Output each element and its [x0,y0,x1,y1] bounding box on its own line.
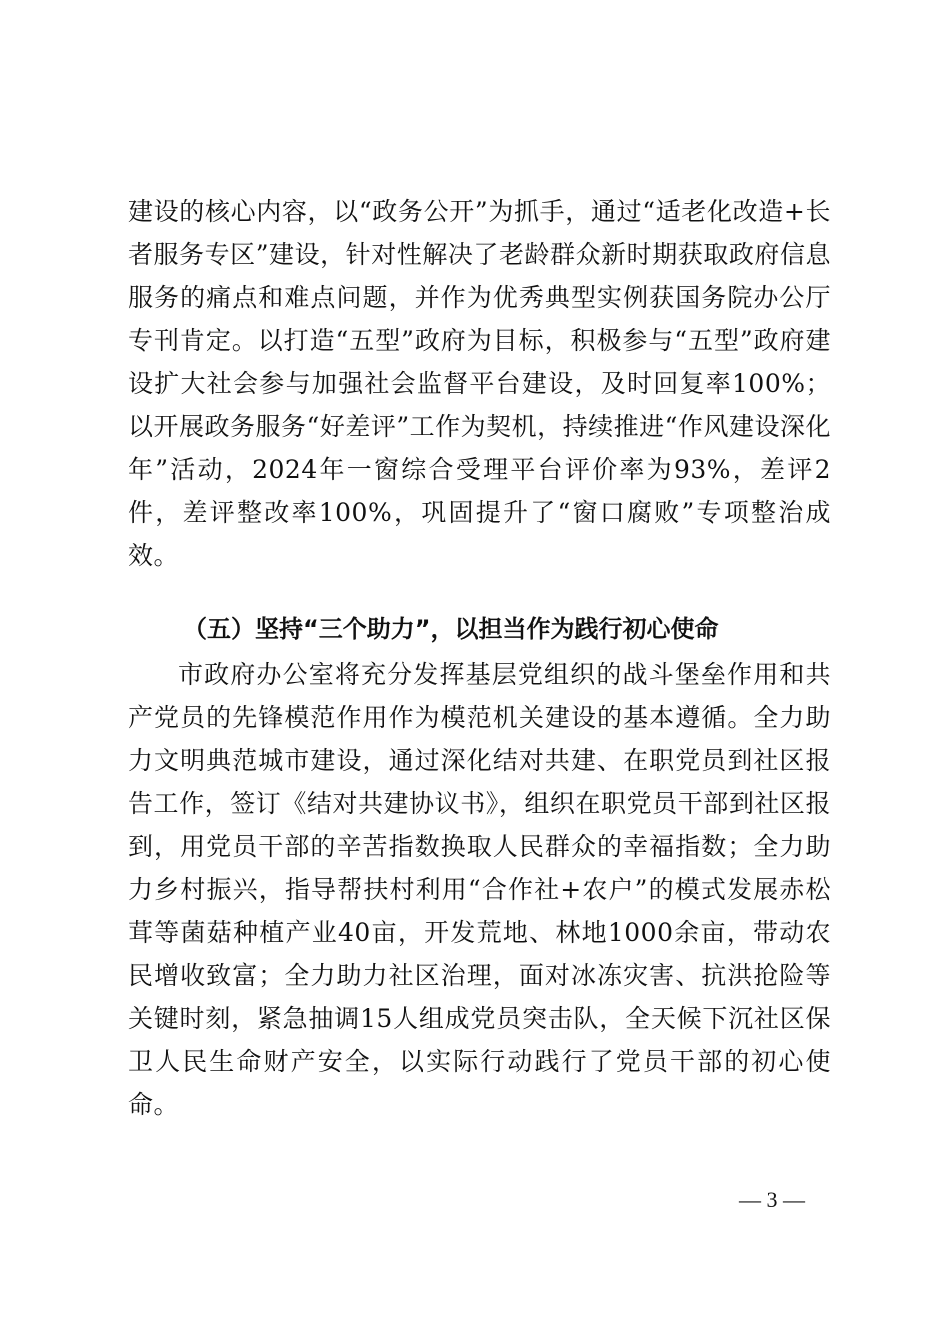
body-paragraph-1: 建设的核心内容，以“政务公开”为抓手，通过“适老化改造+长者服务专区”建设，针对性解决了老龄群众新时期获取政府信息服务的痛点和难点问题，并作为优秀典型实例获国务院办公厅专刊肯定。以打造“五型”政府为目标，积极参与“五型”政府建设扩大社会参与加强社会监督平台建设，及时回复率100%；以开展政务服务“好差评”工作为契机，持续推进“作风建设深化年”活动，2024年一窗综合受理平台评价率为93%，差评2件，差评整改率100%，巩固提升了“窗口腐败”专项整治成效。 [128,197,831,570]
section-heading: （五）坚持“三个助力”，以担当作为践行初心使命 [183,615,719,643]
page-number: — 3 — [739,1187,805,1212]
body-paragraph-2: 市政府办公室将充分发挥基层党组织的战斗堡垒作用和共产党员的先锋模范作用作为模范机关建设的基本遵循。全力助力文明典范城市建设，通过深化结对共建、在职党员到社区报告工作，签订《结对共建协议书》，组织在职党员干部到社区报到，用党员干部的辛苦指数换取人民群众的幸福指数；全力助力乡村振兴，指导帮扶村利用“合作社+农户”的模式发展赤松茸等菌菇种植产业40亩，开发荒地、林地1000余亩，带动农民增收致富；全力助力社区治理，面对冰冻灾害、抗洪抢险等关键时刻，紧急抽调15人组成党员突击队，全天候下沉社区保卫人民生命财产安全，以实际行动践行了党员干部的初心使命。 [128,660,831,1119]
